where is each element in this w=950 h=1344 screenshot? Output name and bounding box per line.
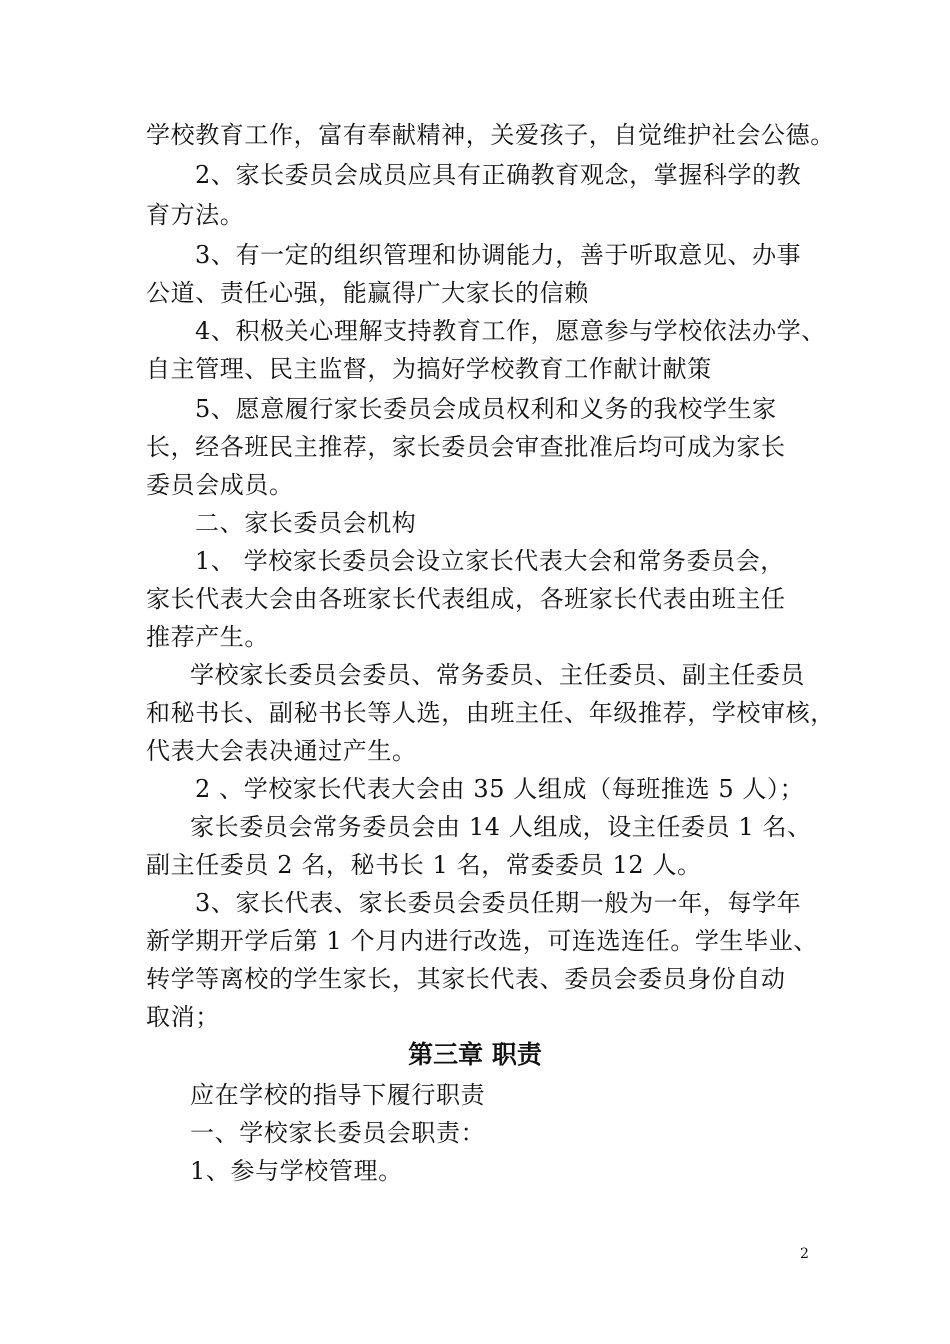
text-line: 2、家长委员会成员应具有正确教育观念，掌握科学的教	[195, 161, 802, 189]
chapter-heading: 第三章 职责	[408, 1040, 542, 1069]
text-line: 2 、学校家长代表大会由 35 人组成（每班推选 5 人）；	[195, 775, 805, 803]
text-line: 3、有一定的组织管理和协调能力，善于听取意见、办事	[195, 241, 802, 269]
text-line: 委员会成员。	[146, 471, 294, 499]
text-line: 和秘书长、副秘书长等人选，由班主任、年级推荐，学校审核，	[146, 699, 835, 727]
text-line: 3、家长代表、家长委员会委员任期一般为一年，每学年	[195, 889, 802, 917]
section-heading: 一、学校家长委员会职责：	[190, 1119, 486, 1147]
text-line: 取消；	[146, 1003, 220, 1031]
text-line: 家长委员会常务委员会由 14 人组成，设主任委员 1 名、	[190, 813, 812, 841]
text-line: 家长代表大会由各班家长代表组成，各班家长代表由班主任	[146, 585, 786, 613]
text-line: 新学期开学后第 1 个月内进行改选，可连选连任。学生毕业、	[146, 927, 818, 955]
text-line: 代表大会表决通过产生。	[146, 737, 417, 765]
page-number: 2	[800, 1246, 809, 1262]
text-line: 4、积极关心理解支持教育工作，愿意参与学校依法办学、	[195, 317, 826, 345]
text-line: 副主任委员 2 名，秘书长 1 名，常委委员 12 人。	[146, 851, 702, 879]
text-line: 学校教育工作，富有奉献精神，关爱孩子，自觉维护社会公德。	[146, 121, 835, 149]
text-line: 1、 学校家长委员会设立家长代表大会和常务委员会，	[195, 547, 785, 575]
text-line: 公道、责任心强，能赢得广大家长的信赖	[146, 279, 589, 307]
text-line: 自主管理、民主监督，为搞好学校教育工作献计献策	[146, 355, 712, 383]
text-line: 长，经各班民主推荐，家长委员会审查批准后均可成为家长	[146, 433, 786, 461]
text-line: 5、愿意履行家长委员会成员权利和义务的我校学生家	[195, 395, 777, 423]
text-line: 应在学校的指导下履行职责	[190, 1081, 486, 1109]
text-line: 学校家长委员会委员、常务委员、主任委员、副主任委员	[190, 661, 805, 689]
text-line: 转学等离校的学生家长，其家长代表、委员会委员身份自动	[146, 965, 786, 993]
text-line: 1、参与学校管理。	[190, 1157, 403, 1185]
section-heading: 二、家长委员会机构	[195, 509, 417, 537]
text-line: 推荐产生。	[146, 623, 269, 651]
text-line: 育方法。	[146, 201, 245, 229]
